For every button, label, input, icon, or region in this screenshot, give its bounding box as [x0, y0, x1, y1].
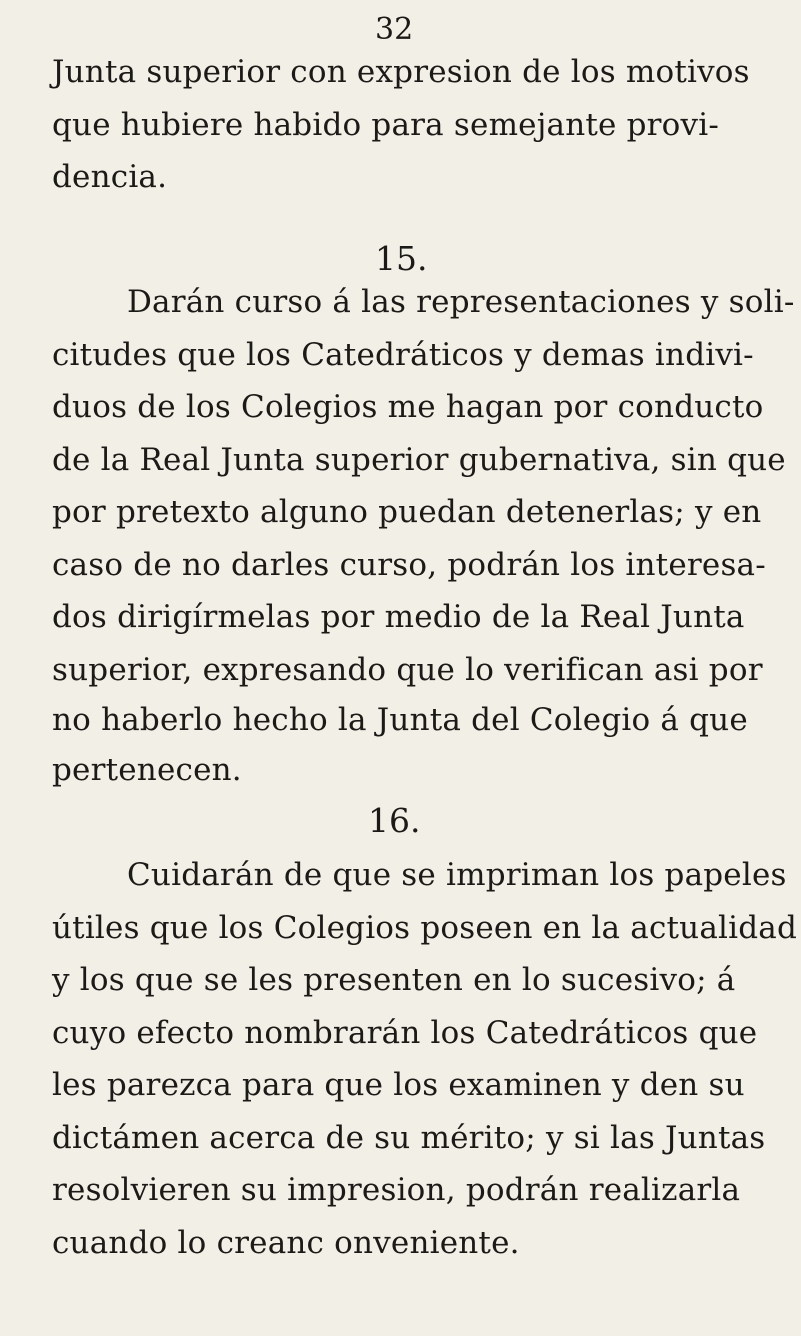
text-line: Junta superior con expresion de los motivos: [52, 54, 750, 90]
text-line: Cuidarán de que se impriman los papeles: [127, 857, 787, 893]
text-line: dencia.: [52, 159, 168, 195]
text-line: cuyo efecto nombrarán los Catedráticos que: [52, 1015, 758, 1051]
text-line: que hubiere habido para semejante provi-: [52, 107, 720, 143]
text-line: dos dirigírmelas por medio de la Real Junta: [52, 599, 745, 635]
text-line: superior, expresando que lo verifican asi por: [52, 652, 763, 688]
text-line: duos de los Colegios me hagan por conducto: [52, 389, 764, 425]
text-line: no haberlo hecho la Junta del Colegio á que: [52, 702, 748, 738]
text-line: de la Real Junta superior gubernativa, sin que: [52, 442, 786, 478]
text-line: Darán curso á las representaciones y soli-: [127, 284, 795, 320]
text-line: caso de no darles curso, podrán los interesa-: [52, 547, 766, 583]
section-heading-16: 16.: [368, 801, 421, 840]
section-heading-15: 15.: [375, 239, 428, 278]
text-line: dictámen acerca de su mérito; y si las Juntas: [52, 1120, 766, 1156]
text-line: les parezca para que los examinen y den su: [52, 1067, 745, 1103]
text-line: y los que se les presenten en lo sucesivo; á: [52, 962, 736, 998]
page-number: 32: [375, 12, 414, 47]
text-line: útiles que los Colegios poseen en la actualidad: [52, 910, 798, 946]
text-line: por pretexto alguno puedan detenerlas; y en: [52, 494, 762, 530]
text-line: cuando lo creanc onveniente.: [52, 1225, 520, 1261]
text-line: pertenecen.: [52, 752, 242, 788]
text-line: citudes que los Catedráticos y demas indivi-: [52, 337, 754, 373]
text-line: resolvieren su impresion, podrán realizarla: [52, 1172, 741, 1208]
